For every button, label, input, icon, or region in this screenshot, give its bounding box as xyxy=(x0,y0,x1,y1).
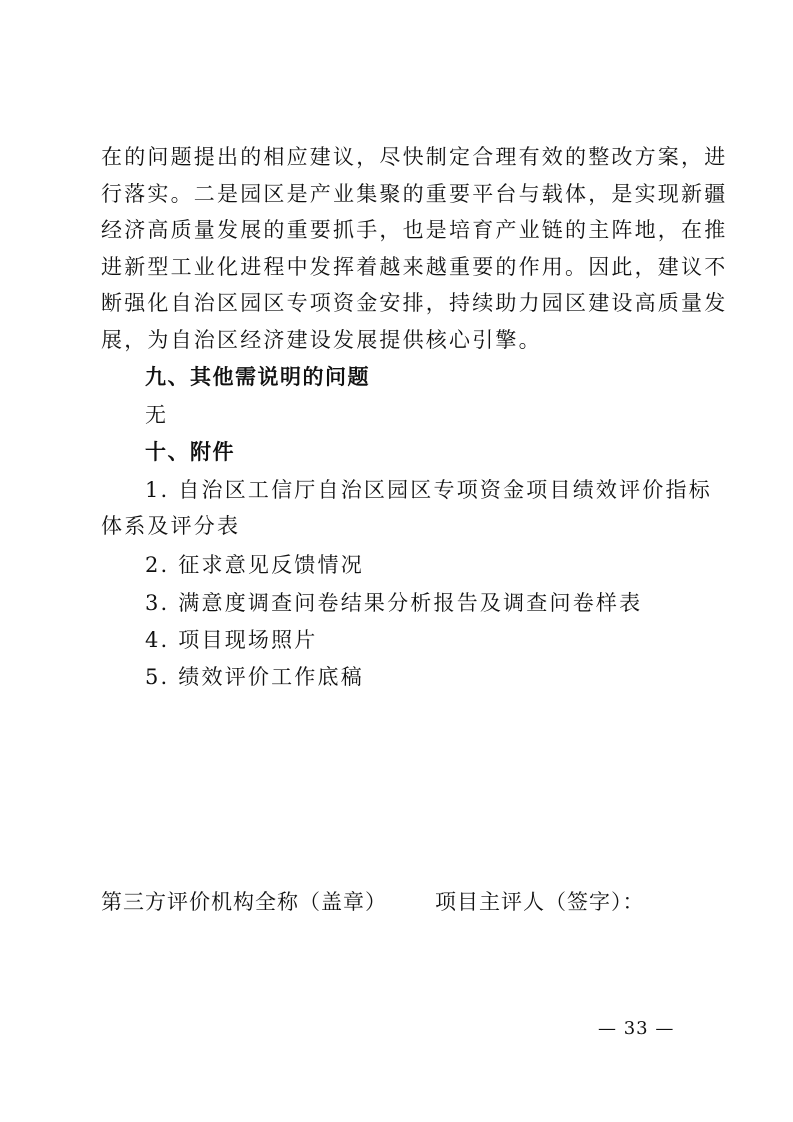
paragraph-line-4: 进新型工业化进程中发挥着越来越重要的作用。因此，建议不 xyxy=(101,255,728,279)
paragraph-line-6: 展，为自治区经济建设发展提供核心引擎。 xyxy=(101,328,542,352)
third-party-org-stamp-label: 第三方评价机构全称（盖章） xyxy=(101,890,387,914)
lead-evaluator-signature-label: 项目主评人（签字）： xyxy=(435,890,645,914)
attachment-item-4: 4. 项目现场照片 xyxy=(145,628,318,652)
page-number: — 33 — xyxy=(598,1018,675,1039)
paragraph-line-3: 经济高质量发展的重要抓手，也是培育产业链的主阵地，在推 xyxy=(101,218,728,242)
attachment-item-1: 1. 自治区工信厅自治区园区专项资金项目绩效评价指标 xyxy=(145,478,712,502)
paragraph-line-5: 断强化自治区园区专项资金安排，持续助力园区建设高质量发 xyxy=(101,291,728,315)
attachment-item-3: 3. 满意度调查问卷结果分析报告及调查问卷样表 xyxy=(145,591,643,615)
attachment-item-2: 2. 征求意见反馈情况 xyxy=(145,553,364,577)
attachment-item-5: 5. 绩效评价工作底稿 xyxy=(145,665,364,689)
section-9-content: 无 xyxy=(145,403,169,427)
paragraph-line-2: 行落实。二是园区是产业集聚的重要平台与载体，是实现新疆 xyxy=(101,182,728,206)
section-10-heading: 十、附件 xyxy=(145,440,235,464)
paragraph-line-1: 在的问题提出的相应建议，尽快制定合理有效的整改方案，进 xyxy=(101,145,728,169)
section-9-heading: 九、其他需说明的问题 xyxy=(145,365,370,389)
attachment-item-1-continued: 体系及评分表 xyxy=(101,514,241,538)
